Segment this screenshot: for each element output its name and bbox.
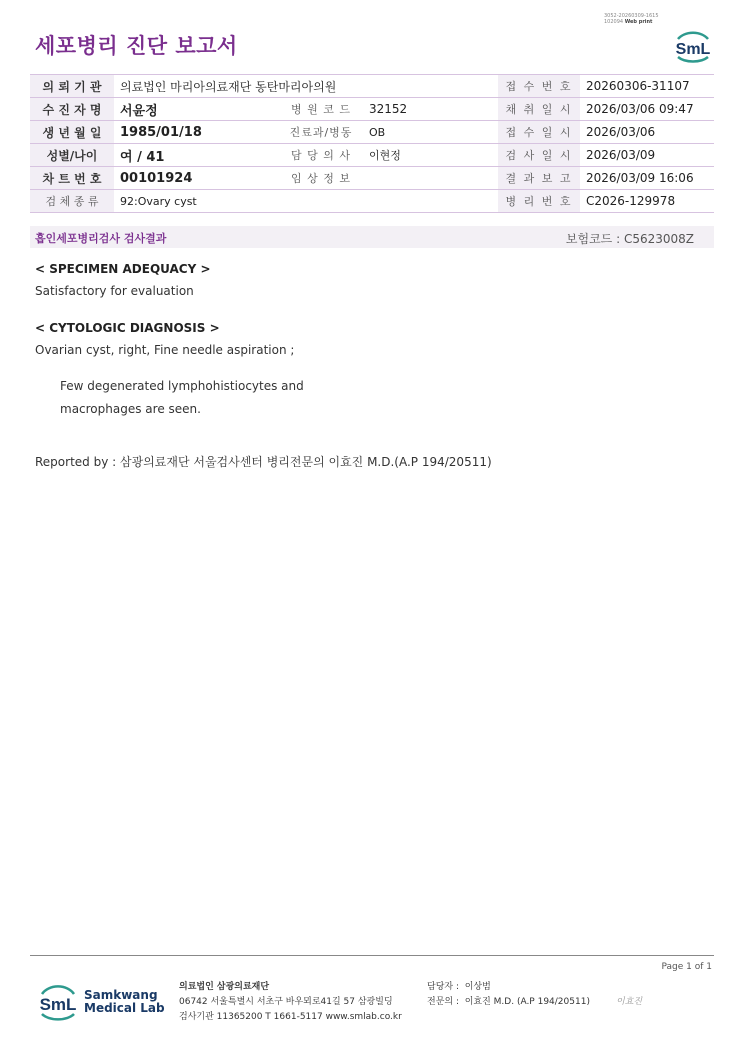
detail-line-1: Few degenerated lymphohistiocytes and — [60, 379, 304, 393]
table-row — [30, 121, 714, 144]
receipt-date-value: 2026/03/06 — [580, 121, 714, 144]
footer-org-info — [179, 980, 402, 1025]
result-section-bar — [30, 226, 714, 248]
report-title: 세포병리 진단 보고서 — [35, 34, 238, 58]
diagnosis-heading: < CYTOLOGIC DIAGNOSIS > — [35, 321, 220, 335]
collect-value: 2026/03/06 09:47 — [580, 98, 714, 121]
clinical-label: 임 상 정 보 — [279, 167, 363, 190]
web-print-id: 3052-20260309-1615 — [604, 13, 659, 19]
logo-text: SmL — [675, 41, 711, 58]
patient-label: 수 진 자 명 — [30, 98, 114, 121]
footer-contact: 검사기관 11365200 T 1661-5117 www.smlab.co.kr — [179, 1012, 402, 1022]
doctor-value: 이현정 — [363, 144, 498, 167]
chart-label: 차 트 번 호 — [30, 167, 114, 190]
insurance-code: 보험코드 : C5623008Z — [565, 232, 694, 246]
footer-sml-logo — [36, 980, 80, 1030]
section-title: 흡인세포병리검사 검사결과 — [35, 232, 167, 245]
table-row — [30, 167, 714, 190]
staff-label: 담당자 : — [427, 982, 459, 992]
reported-by: Reported by : 삼광의료재단 서울검사센터 병리전문의 이효진 M.D.(A.P 194/20511) — [35, 455, 492, 469]
footer-staff-info — [427, 980, 590, 1010]
specimen-label: 검 체 종 류 — [30, 190, 114, 213]
footer-brand — [84, 989, 165, 1015]
exam-date-label: 검 사 일 시 — [498, 144, 580, 167]
chart-value: 00101924 — [114, 167, 279, 190]
footer-org-name: 의료법인 삼광의료재단 — [179, 982, 270, 992]
dob-label: 생 년 월 일 — [30, 121, 114, 144]
dept-value: OB — [363, 121, 498, 144]
diagnosis-text: Ovarian cyst, right, Fine needle aspiration ; — [35, 343, 295, 357]
pathology-no-label: 병 리 번 호 — [498, 190, 580, 213]
web-print-user: 102094 — [604, 19, 624, 25]
institution-label: 의 뢰 기 관 — [30, 75, 114, 98]
sex-age-value: 여 / 41 — [114, 144, 279, 167]
dob-value: 1985/01/18 — [114, 121, 279, 144]
patient-info-table — [30, 74, 714, 213]
collect-label: 채 취 일 시 — [498, 98, 580, 121]
hospital-code-label: 병 원 코 드 — [279, 98, 363, 121]
adequacy-text: Satisfactory for evaluation — [35, 284, 194, 298]
receipt-date-label: 접 수 일 시 — [498, 121, 580, 144]
table-row — [30, 98, 714, 121]
dept-label: 진료과/병동 — [279, 121, 363, 144]
specimen-value: 92:Ovary cyst — [114, 190, 498, 213]
exam-date-value: 2026/03/09 — [580, 144, 714, 167]
page-number: Page 1 of 1 — [661, 962, 712, 972]
table-row — [30, 75, 714, 98]
footer-brand-line2: Medical Lab — [84, 1001, 165, 1015]
sml-logo — [672, 27, 714, 69]
sex-age-label: 성별/나이 — [30, 144, 114, 167]
web-print-label: Web print — [624, 19, 653, 25]
footer-address: 06742 서울특별시 서초구 바우뫼로41길 57 삼광빌딩 — [179, 997, 393, 1007]
result-value: 2026/03/09 16:06 — [580, 167, 714, 190]
footer-divider — [30, 955, 714, 956]
footer-brand-line1: Samkwang — [84, 988, 158, 1002]
table-row — [30, 190, 714, 213]
receipt-no-label: 접 수 번 호 — [498, 75, 580, 98]
web-print-stamp — [604, 13, 659, 25]
receipt-no-value: 20260306-31107 — [580, 75, 714, 98]
clinical-value — [363, 167, 498, 190]
patient-value: 서윤정 — [114, 98, 279, 121]
hospital-code-value: 32152 — [363, 98, 498, 121]
adequacy-heading: < SPECIMEN ADEQUACY > — [35, 262, 211, 276]
detail-line-2: macrophages are seen. — [60, 402, 201, 416]
institution-value: 의료법인 마리아의료재단 동탄마리아의원 — [114, 75, 498, 98]
specialist-value: 이효진 M.D. (A.P 194/20511) — [464, 997, 590, 1007]
doctor-label: 담 당 의 사 — [279, 144, 363, 167]
staff-value: 이상범 — [464, 982, 491, 992]
signature: 이효진 — [616, 997, 643, 1007]
table-row — [30, 144, 714, 167]
result-label: 결 과 보 고 — [498, 167, 580, 190]
pathology-no-value: C2026-129978 — [580, 190, 714, 213]
specialist-label: 전문의 : — [427, 997, 459, 1007]
footer-logo-text: SmL — [39, 995, 77, 1014]
